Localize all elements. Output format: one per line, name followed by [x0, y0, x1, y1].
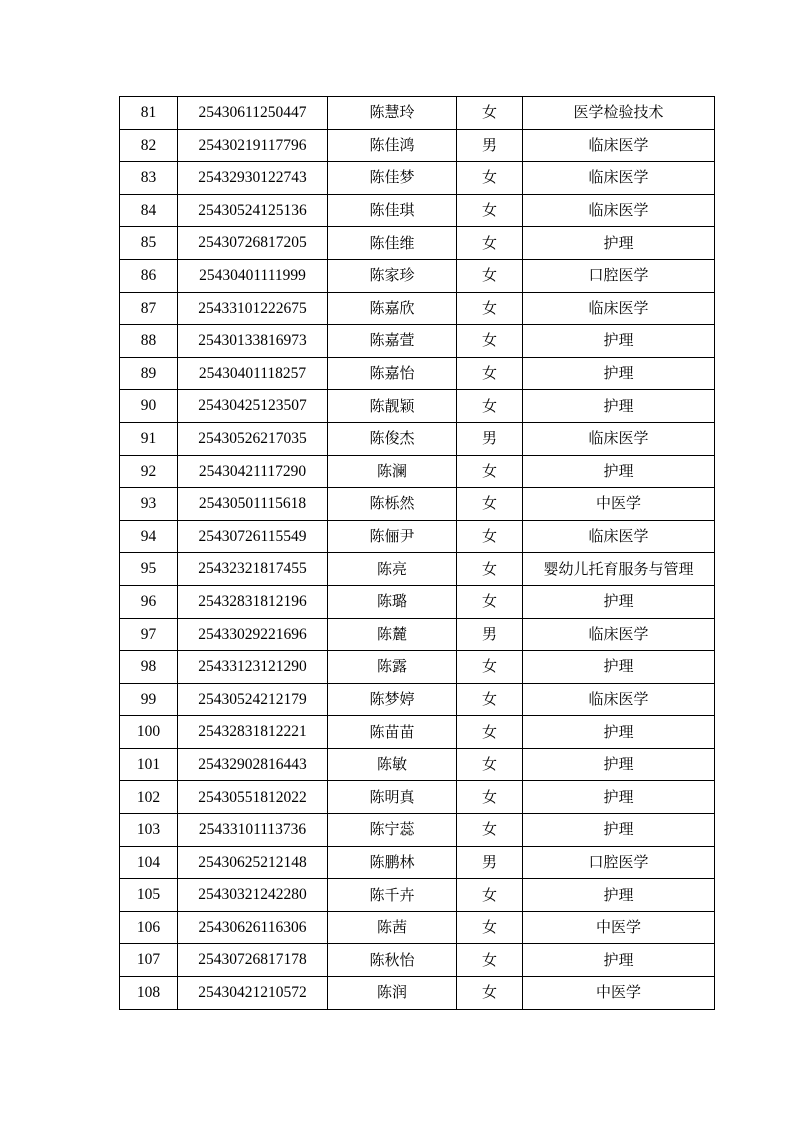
table-row — [120, 846, 715, 879]
row-number-cell: 108 — [120, 977, 178, 1010]
table-row — [120, 585, 715, 618]
row-number-cell: 104 — [120, 846, 178, 879]
major-cell: 临床医学 — [523, 129, 715, 162]
table-row — [120, 488, 715, 521]
table-row — [120, 455, 715, 488]
exam-id-cell: 25430726817205 — [178, 227, 328, 260]
gender-cell: 女 — [457, 227, 523, 260]
table-row — [120, 162, 715, 195]
table-row — [120, 716, 715, 749]
student-name-cell: 陈澜 — [328, 455, 457, 488]
student-name-cell: 陈梦婷 — [328, 683, 457, 716]
table-row — [120, 553, 715, 586]
student-name-cell: 陈敏 — [328, 748, 457, 781]
exam-id-cell: 25430626116306 — [178, 911, 328, 944]
row-number-cell: 92 — [120, 455, 178, 488]
row-number-cell: 94 — [120, 520, 178, 553]
student-name-cell: 陈栎然 — [328, 488, 457, 521]
exam-id-cell: 25430425123507 — [178, 390, 328, 423]
gender-cell: 女 — [457, 488, 523, 521]
row-number-cell: 88 — [120, 325, 178, 358]
table-row — [120, 618, 715, 651]
exam-id-cell: 25430726115549 — [178, 520, 328, 553]
major-cell: 临床医学 — [523, 520, 715, 553]
student-name-cell: 陈家珍 — [328, 259, 457, 292]
student-name-cell: 陈润 — [328, 977, 457, 1010]
major-cell: 护理 — [523, 390, 715, 423]
exam-id-cell: 25433029221696 — [178, 618, 328, 651]
major-cell: 中医学 — [523, 488, 715, 521]
gender-cell: 女 — [457, 651, 523, 684]
major-cell: 临床医学 — [523, 618, 715, 651]
table-row — [120, 879, 715, 912]
student-name-cell: 陈鹏林 — [328, 846, 457, 879]
table-row — [120, 357, 715, 390]
major-cell: 护理 — [523, 944, 715, 977]
gender-cell: 男 — [457, 846, 523, 879]
row-number-cell: 81 — [120, 97, 178, 130]
gender-cell: 女 — [457, 944, 523, 977]
gender-cell: 男 — [457, 618, 523, 651]
major-cell: 医学检验技术 — [523, 97, 715, 130]
major-cell: 中医学 — [523, 977, 715, 1010]
gender-cell: 女 — [457, 325, 523, 358]
exam-id-cell: 25430401111999 — [178, 259, 328, 292]
major-cell: 护理 — [523, 585, 715, 618]
student-name-cell: 陈苗苗 — [328, 716, 457, 749]
row-number-cell: 91 — [120, 422, 178, 455]
student-name-cell: 陈慧玲 — [328, 97, 457, 130]
row-number-cell: 96 — [120, 585, 178, 618]
student-name-cell: 陈俊杰 — [328, 422, 457, 455]
student-name-cell: 陈佳琪 — [328, 194, 457, 227]
gender-cell: 女 — [457, 879, 523, 912]
major-cell: 临床医学 — [523, 292, 715, 325]
gender-cell: 女 — [457, 455, 523, 488]
major-cell: 临床医学 — [523, 422, 715, 455]
exam-id-cell: 25432930122743 — [178, 162, 328, 195]
student-name-cell: 陈佳鸿 — [328, 129, 457, 162]
row-number-cell: 84 — [120, 194, 178, 227]
table-row — [120, 259, 715, 292]
row-number-cell: 100 — [120, 716, 178, 749]
major-cell: 口腔医学 — [523, 259, 715, 292]
student-name-cell: 陈靓颖 — [328, 390, 457, 423]
row-number-cell: 107 — [120, 944, 178, 977]
roster-body — [120, 97, 715, 1010]
exam-id-cell: 25430421210572 — [178, 977, 328, 1010]
major-cell: 护理 — [523, 651, 715, 684]
gender-cell: 女 — [457, 781, 523, 814]
row-number-cell: 82 — [120, 129, 178, 162]
gender-cell: 女 — [457, 716, 523, 749]
gender-cell: 女 — [457, 97, 523, 130]
exam-id-cell: 25433101222675 — [178, 292, 328, 325]
exam-id-cell: 25433101113736 — [178, 814, 328, 847]
gender-cell: 女 — [457, 585, 523, 618]
table-row — [120, 390, 715, 423]
gender-cell: 女 — [457, 748, 523, 781]
student-name-cell: 陈佳维 — [328, 227, 457, 260]
gender-cell: 女 — [457, 162, 523, 195]
table-row — [120, 748, 715, 781]
major-cell: 护理 — [523, 325, 715, 358]
table-row — [120, 292, 715, 325]
gender-cell: 女 — [457, 357, 523, 390]
exam-id-cell: 25433123121290 — [178, 651, 328, 684]
exam-id-cell: 25430526217035 — [178, 422, 328, 455]
gender-cell: 男 — [457, 422, 523, 455]
row-number-cell: 87 — [120, 292, 178, 325]
exam-id-cell: 25430401118257 — [178, 357, 328, 390]
table-row — [120, 97, 715, 130]
table-row — [120, 422, 715, 455]
exam-id-cell: 25432831812196 — [178, 585, 328, 618]
major-cell: 临床医学 — [523, 683, 715, 716]
table-row — [120, 325, 715, 358]
gender-cell: 女 — [457, 911, 523, 944]
row-number-cell: 85 — [120, 227, 178, 260]
student-name-cell: 陈茜 — [328, 911, 457, 944]
row-number-cell: 102 — [120, 781, 178, 814]
student-name-cell: 陈嘉怡 — [328, 357, 457, 390]
student-name-cell: 陈麓 — [328, 618, 457, 651]
row-number-cell: 103 — [120, 814, 178, 847]
major-cell: 护理 — [523, 357, 715, 390]
row-number-cell: 86 — [120, 259, 178, 292]
row-number-cell: 89 — [120, 357, 178, 390]
exam-id-cell: 25430219117796 — [178, 129, 328, 162]
row-number-cell: 83 — [120, 162, 178, 195]
table-row — [120, 781, 715, 814]
gender-cell: 女 — [457, 683, 523, 716]
gender-cell: 女 — [457, 553, 523, 586]
student-name-cell: 陈千卉 — [328, 879, 457, 912]
major-cell: 临床医学 — [523, 194, 715, 227]
gender-cell: 女 — [457, 390, 523, 423]
major-cell: 婴幼儿托育服务与管理 — [523, 553, 715, 586]
major-cell: 护理 — [523, 879, 715, 912]
row-number-cell: 97 — [120, 618, 178, 651]
exam-id-cell: 25430133816973 — [178, 325, 328, 358]
exam-id-cell: 25430726817178 — [178, 944, 328, 977]
table-row — [120, 129, 715, 162]
major-cell: 临床医学 — [523, 162, 715, 195]
exam-id-cell: 25432902816443 — [178, 748, 328, 781]
row-number-cell: 90 — [120, 390, 178, 423]
table-row — [120, 683, 715, 716]
major-cell: 护理 — [523, 716, 715, 749]
student-name-cell: 陈嘉欣 — [328, 292, 457, 325]
major-cell: 护理 — [523, 814, 715, 847]
exam-id-cell: 25430611250447 — [178, 97, 328, 130]
row-number-cell: 93 — [120, 488, 178, 521]
student-name-cell: 陈秋怡 — [328, 944, 457, 977]
student-name-cell: 陈宁蕊 — [328, 814, 457, 847]
major-cell: 中医学 — [523, 911, 715, 944]
exam-id-cell: 25432831812221 — [178, 716, 328, 749]
major-cell: 口腔医学 — [523, 846, 715, 879]
gender-cell: 男 — [457, 129, 523, 162]
gender-cell: 女 — [457, 259, 523, 292]
exam-id-cell: 25430524212179 — [178, 683, 328, 716]
table-row — [120, 227, 715, 260]
gender-cell: 女 — [457, 977, 523, 1010]
student-name-cell: 陈俪尹 — [328, 520, 457, 553]
exam-id-cell: 25430551812022 — [178, 781, 328, 814]
student-name-cell: 陈明真 — [328, 781, 457, 814]
major-cell: 护理 — [523, 455, 715, 488]
row-number-cell: 98 — [120, 651, 178, 684]
student-name-cell: 陈佳梦 — [328, 162, 457, 195]
student-name-cell: 陈璐 — [328, 585, 457, 618]
student-name-cell: 陈亮 — [328, 553, 457, 586]
table-row — [120, 911, 715, 944]
major-cell: 护理 — [523, 748, 715, 781]
row-number-cell: 99 — [120, 683, 178, 716]
row-number-cell: 101 — [120, 748, 178, 781]
gender-cell: 女 — [457, 194, 523, 227]
exam-id-cell: 25430321242280 — [178, 879, 328, 912]
row-number-cell: 95 — [120, 553, 178, 586]
gender-cell: 女 — [457, 814, 523, 847]
table-row — [120, 651, 715, 684]
major-cell: 护理 — [523, 781, 715, 814]
table-row — [120, 194, 715, 227]
exam-id-cell: 25430421117290 — [178, 455, 328, 488]
student-name-cell: 陈露 — [328, 651, 457, 684]
major-cell: 护理 — [523, 227, 715, 260]
student-name-cell: 陈嘉萱 — [328, 325, 457, 358]
exam-id-cell: 25430625212148 — [178, 846, 328, 879]
exam-id-cell: 25432321817455 — [178, 553, 328, 586]
table-row — [120, 814, 715, 847]
gender-cell: 女 — [457, 520, 523, 553]
roster-table — [119, 96, 715, 1010]
exam-id-cell: 25430501115618 — [178, 488, 328, 521]
exam-id-cell: 25430524125136 — [178, 194, 328, 227]
table-row — [120, 977, 715, 1010]
table-row — [120, 520, 715, 553]
gender-cell: 女 — [457, 292, 523, 325]
row-number-cell: 106 — [120, 911, 178, 944]
table-row — [120, 944, 715, 977]
row-number-cell: 105 — [120, 879, 178, 912]
